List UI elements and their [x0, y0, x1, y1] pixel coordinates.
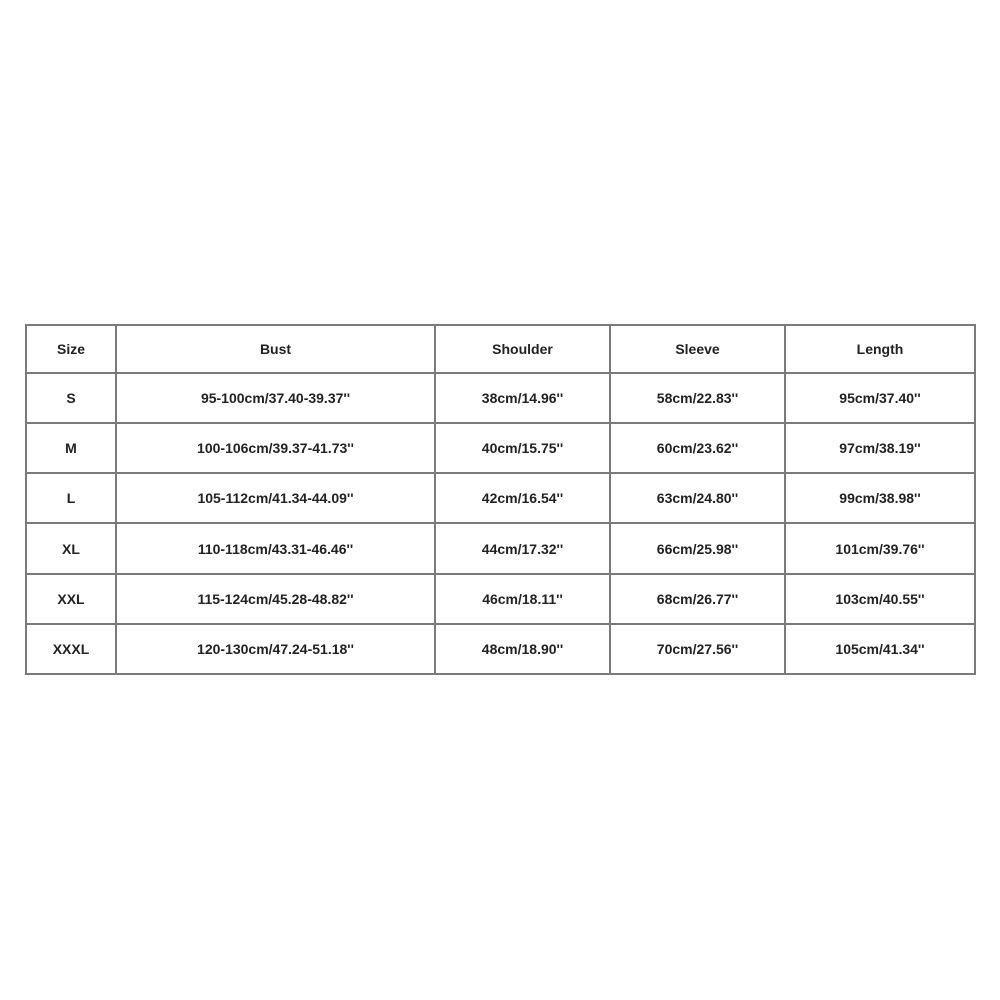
table-row	[26, 523, 975, 573]
size-cell: XXXL	[26, 624, 116, 674]
sleeve-cell: 66cm/25.98''	[610, 523, 785, 573]
header-sleeve: Sleeve	[610, 325, 785, 373]
table-row	[26, 473, 975, 523]
bust-cell: 95-100cm/37.40-39.37''	[116, 373, 435, 423]
length-cell: 95cm/37.40''	[785, 373, 975, 423]
header-length: Length	[785, 325, 975, 373]
shoulder-cell: 48cm/18.90''	[435, 624, 610, 674]
shoulder-cell: 44cm/17.32''	[435, 523, 610, 573]
bust-cell: 110-118cm/43.31-46.46''	[116, 523, 435, 573]
bust-cell: 115-124cm/45.28-48.82''	[116, 574, 435, 624]
header-row	[26, 325, 975, 373]
size-cell: XL	[26, 523, 116, 573]
table-body	[26, 373, 975, 674]
size-cell: S	[26, 373, 116, 423]
shoulder-cell: 46cm/18.11''	[435, 574, 610, 624]
table-header	[26, 325, 975, 373]
length-cell: 97cm/38.19''	[785, 423, 975, 473]
bust-cell: 100-106cm/39.37-41.73''	[116, 423, 435, 473]
size-cell: M	[26, 423, 116, 473]
bust-cell: 120-130cm/47.24-51.18''	[116, 624, 435, 674]
header-size: Size	[26, 325, 116, 373]
length-cell: 99cm/38.98''	[785, 473, 975, 523]
length-cell: 105cm/41.34''	[785, 624, 975, 674]
length-cell: 101cm/39.76''	[785, 523, 975, 573]
size-cell: XXL	[26, 574, 116, 624]
header-bust: Bust	[116, 325, 435, 373]
bust-cell: 105-112cm/41.34-44.09''	[116, 473, 435, 523]
size-cell: L	[26, 473, 116, 523]
table-row	[26, 423, 975, 473]
sleeve-cell: 63cm/24.80''	[610, 473, 785, 523]
shoulder-cell: 40cm/15.75''	[435, 423, 610, 473]
sleeve-cell: 58cm/22.83''	[610, 373, 785, 423]
table-row	[26, 624, 975, 674]
table-row	[26, 373, 975, 423]
size-chart-table	[25, 324, 976, 675]
shoulder-cell: 42cm/16.54''	[435, 473, 610, 523]
sleeve-cell: 60cm/23.62''	[610, 423, 785, 473]
sleeve-cell: 70cm/27.56''	[610, 624, 785, 674]
table-row	[26, 574, 975, 624]
header-shoulder: Shoulder	[435, 325, 610, 373]
shoulder-cell: 38cm/14.96''	[435, 373, 610, 423]
length-cell: 103cm/40.55''	[785, 574, 975, 624]
sleeve-cell: 68cm/26.77''	[610, 574, 785, 624]
